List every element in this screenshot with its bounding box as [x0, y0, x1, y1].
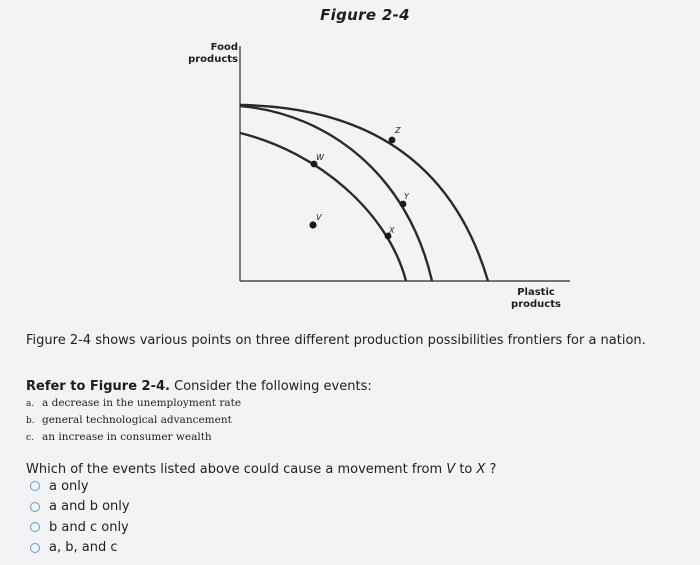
label-z: Z	[395, 126, 401, 135]
prompt-from: V	[446, 462, 456, 477]
event-item	[26, 395, 676, 412]
option-a-b-and-c[interactable]	[30, 538, 130, 559]
label-y: Y	[404, 192, 409, 201]
answer-options	[30, 476, 130, 558]
option-b-and-c-only[interactable]	[30, 517, 130, 538]
event-letter: b.	[26, 416, 35, 426]
label-w: W	[316, 153, 324, 162]
option-label: b and c only	[49, 519, 129, 535]
question-context	[26, 379, 676, 446]
event-item	[26, 412, 676, 429]
refer-line	[26, 379, 676, 394]
x-axis-label	[498, 287, 574, 311]
event-letter: c.	[26, 433, 34, 443]
y-axis-label	[180, 42, 238, 66]
option-label: a, b, and c	[49, 540, 118, 556]
prompt-start: Which of the events listed above could cause a movement from	[26, 462, 447, 477]
refer-rest: Consider the following events:	[169, 379, 372, 394]
option-a-only[interactable]	[30, 476, 130, 497]
x-axis-label-text: Plastic products	[511, 287, 561, 310]
point-y	[400, 201, 407, 208]
radio-button[interactable]	[30, 522, 40, 532]
event-text: a decrease in the unemployment rate	[42, 397, 242, 409]
question-prompt	[26, 462, 676, 477]
option-label: a only	[49, 478, 89, 494]
ppf-curve-outer	[240, 105, 488, 281]
figure-title: Figure 2-4	[320, 6, 410, 24]
radio-button[interactable]	[30, 502, 40, 512]
event-item	[26, 429, 676, 446]
radio-button[interactable]	[30, 481, 40, 491]
label-x: X	[389, 226, 395, 235]
point-v	[309, 221, 316, 228]
option-label: a and b only	[49, 499, 130, 515]
label-v: V	[316, 213, 322, 222]
event-text: an increase in consumer wealth	[42, 431, 212, 443]
y-axis-label-text: Food products	[188, 42, 238, 65]
event-letter: a.	[26, 399, 35, 409]
option-a-and-b-only[interactable]	[30, 497, 130, 518]
prompt-mid: to	[455, 462, 477, 477]
prompt-to: X	[476, 462, 486, 477]
figure-description: Figure 2-4 shows various points on three different production possibilities frontiers for a nation.	[26, 333, 646, 348]
radio-button[interactable]	[30, 543, 40, 553]
prompt-end: ?	[485, 462, 497, 477]
refer-bold: Refer to Figure 2-4.	[26, 379, 170, 394]
point-z	[389, 137, 396, 144]
event-text: general technological advancement	[42, 414, 232, 426]
